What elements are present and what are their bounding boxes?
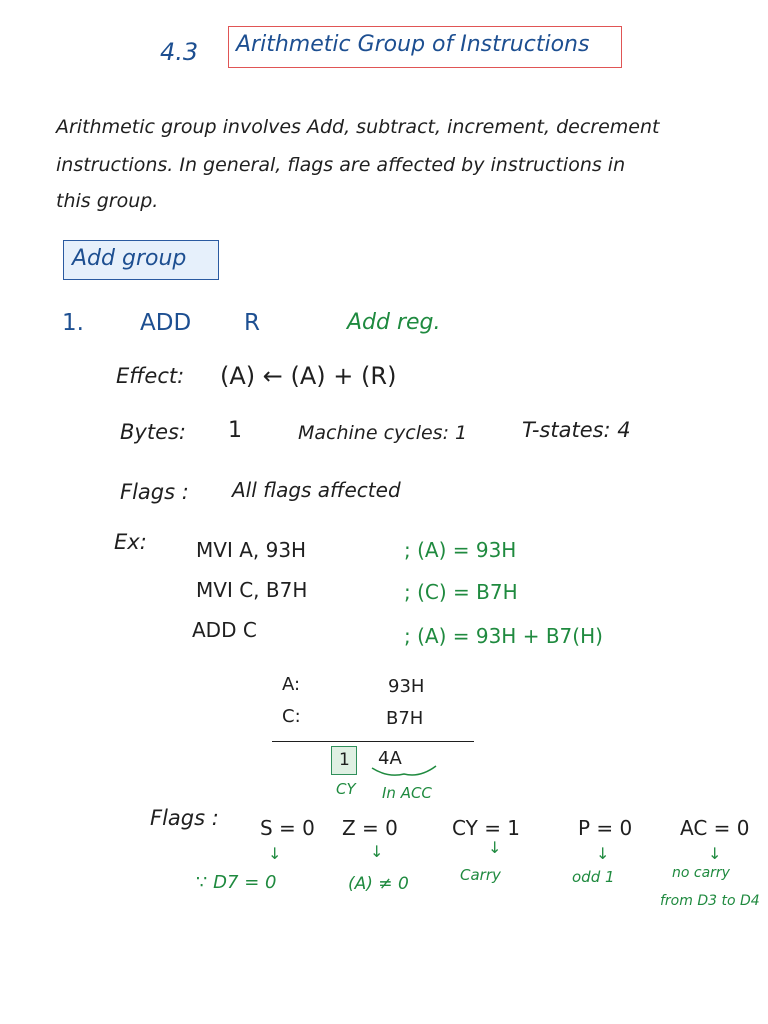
calc-row2-value: B7H <box>386 708 424 729</box>
calc-row2-label: C: <box>282 706 301 727</box>
item-number: 1. <box>62 310 84 336</box>
flags-value: All flags affected <box>232 478 401 502</box>
sum-line <box>272 741 474 742</box>
flags-result-label: Flags : <box>150 806 219 830</box>
machine-cycles: Machine cycles: 1 <box>298 422 468 444</box>
flag-cy: CY = 1 <box>452 816 521 840</box>
arrow-p-icon: ↓ <box>596 844 610 863</box>
item-operand: R <box>244 310 260 336</box>
flag-z: Z = 0 <box>342 816 398 840</box>
effect-expression: (A) ← (A) + (R) <box>220 362 397 390</box>
reason-ac-line1: no carry <box>672 865 730 881</box>
example-code-3: ADD C <box>192 618 257 642</box>
calc-row1-value: 93H <box>388 676 425 697</box>
intro-line-3: this group. <box>56 190 159 212</box>
calc-row1-label: A: <box>282 674 301 695</box>
section-number: 4.3 <box>160 38 199 66</box>
carry-digit: 1 <box>339 750 350 770</box>
reason-z: (A) ≠ 0 <box>348 874 409 894</box>
arrow-s-icon: ↓ <box>268 844 282 863</box>
flag-s: S = 0 <box>260 816 315 840</box>
arrow-ac-icon: ↓ <box>708 844 722 863</box>
bytes-value: 1 <box>228 418 242 443</box>
example-comment-3: ; (A) = 93H + B7(H) <box>404 624 603 648</box>
t-states: T-states: 4 <box>522 418 631 442</box>
page-title: Arithmetic Group of Instructions <box>236 32 590 57</box>
flag-ac: AC = 0 <box>680 816 750 840</box>
intro-line-2: instructions. In general, flags are affected by instructions in <box>56 154 626 176</box>
intro-line-1: Arithmetic group involves Add, subtract, increment, decrement <box>56 116 660 138</box>
example-comment-1: ; (A) = 93H <box>404 538 517 562</box>
example-comment-2: ; (C) = B7H <box>404 580 518 604</box>
reason-s: ∵ D7 = 0 <box>196 872 277 893</box>
reason-p: odd 1 <box>572 868 615 886</box>
sum-result: 4A <box>378 748 402 769</box>
example-code-2: MVI C, B7H <box>196 578 308 602</box>
item-description: Add reg. <box>347 310 441 335</box>
flag-p: P = 0 <box>578 816 633 840</box>
example-label: Ex: <box>114 530 147 554</box>
arrow-cy-icon: ↓ <box>488 838 502 857</box>
reason-cy: Carry <box>460 866 501 884</box>
acc-note: In ACC <box>382 784 432 802</box>
reason-ac-line2: from D3 to D4 <box>660 893 760 909</box>
carry-note: CY <box>336 780 356 798</box>
arrow-z-icon: ↓ <box>370 842 384 861</box>
bytes-label: Bytes: <box>120 420 187 444</box>
flags-label: Flags : <box>120 480 189 504</box>
item-mnemonic: ADD <box>140 310 192 336</box>
add-group-label: Add group <box>72 246 187 271</box>
brace-mark <box>370 764 440 780</box>
example-code-1: MVI A, 93H <box>196 538 307 562</box>
effect-label: Effect: <box>116 364 185 388</box>
